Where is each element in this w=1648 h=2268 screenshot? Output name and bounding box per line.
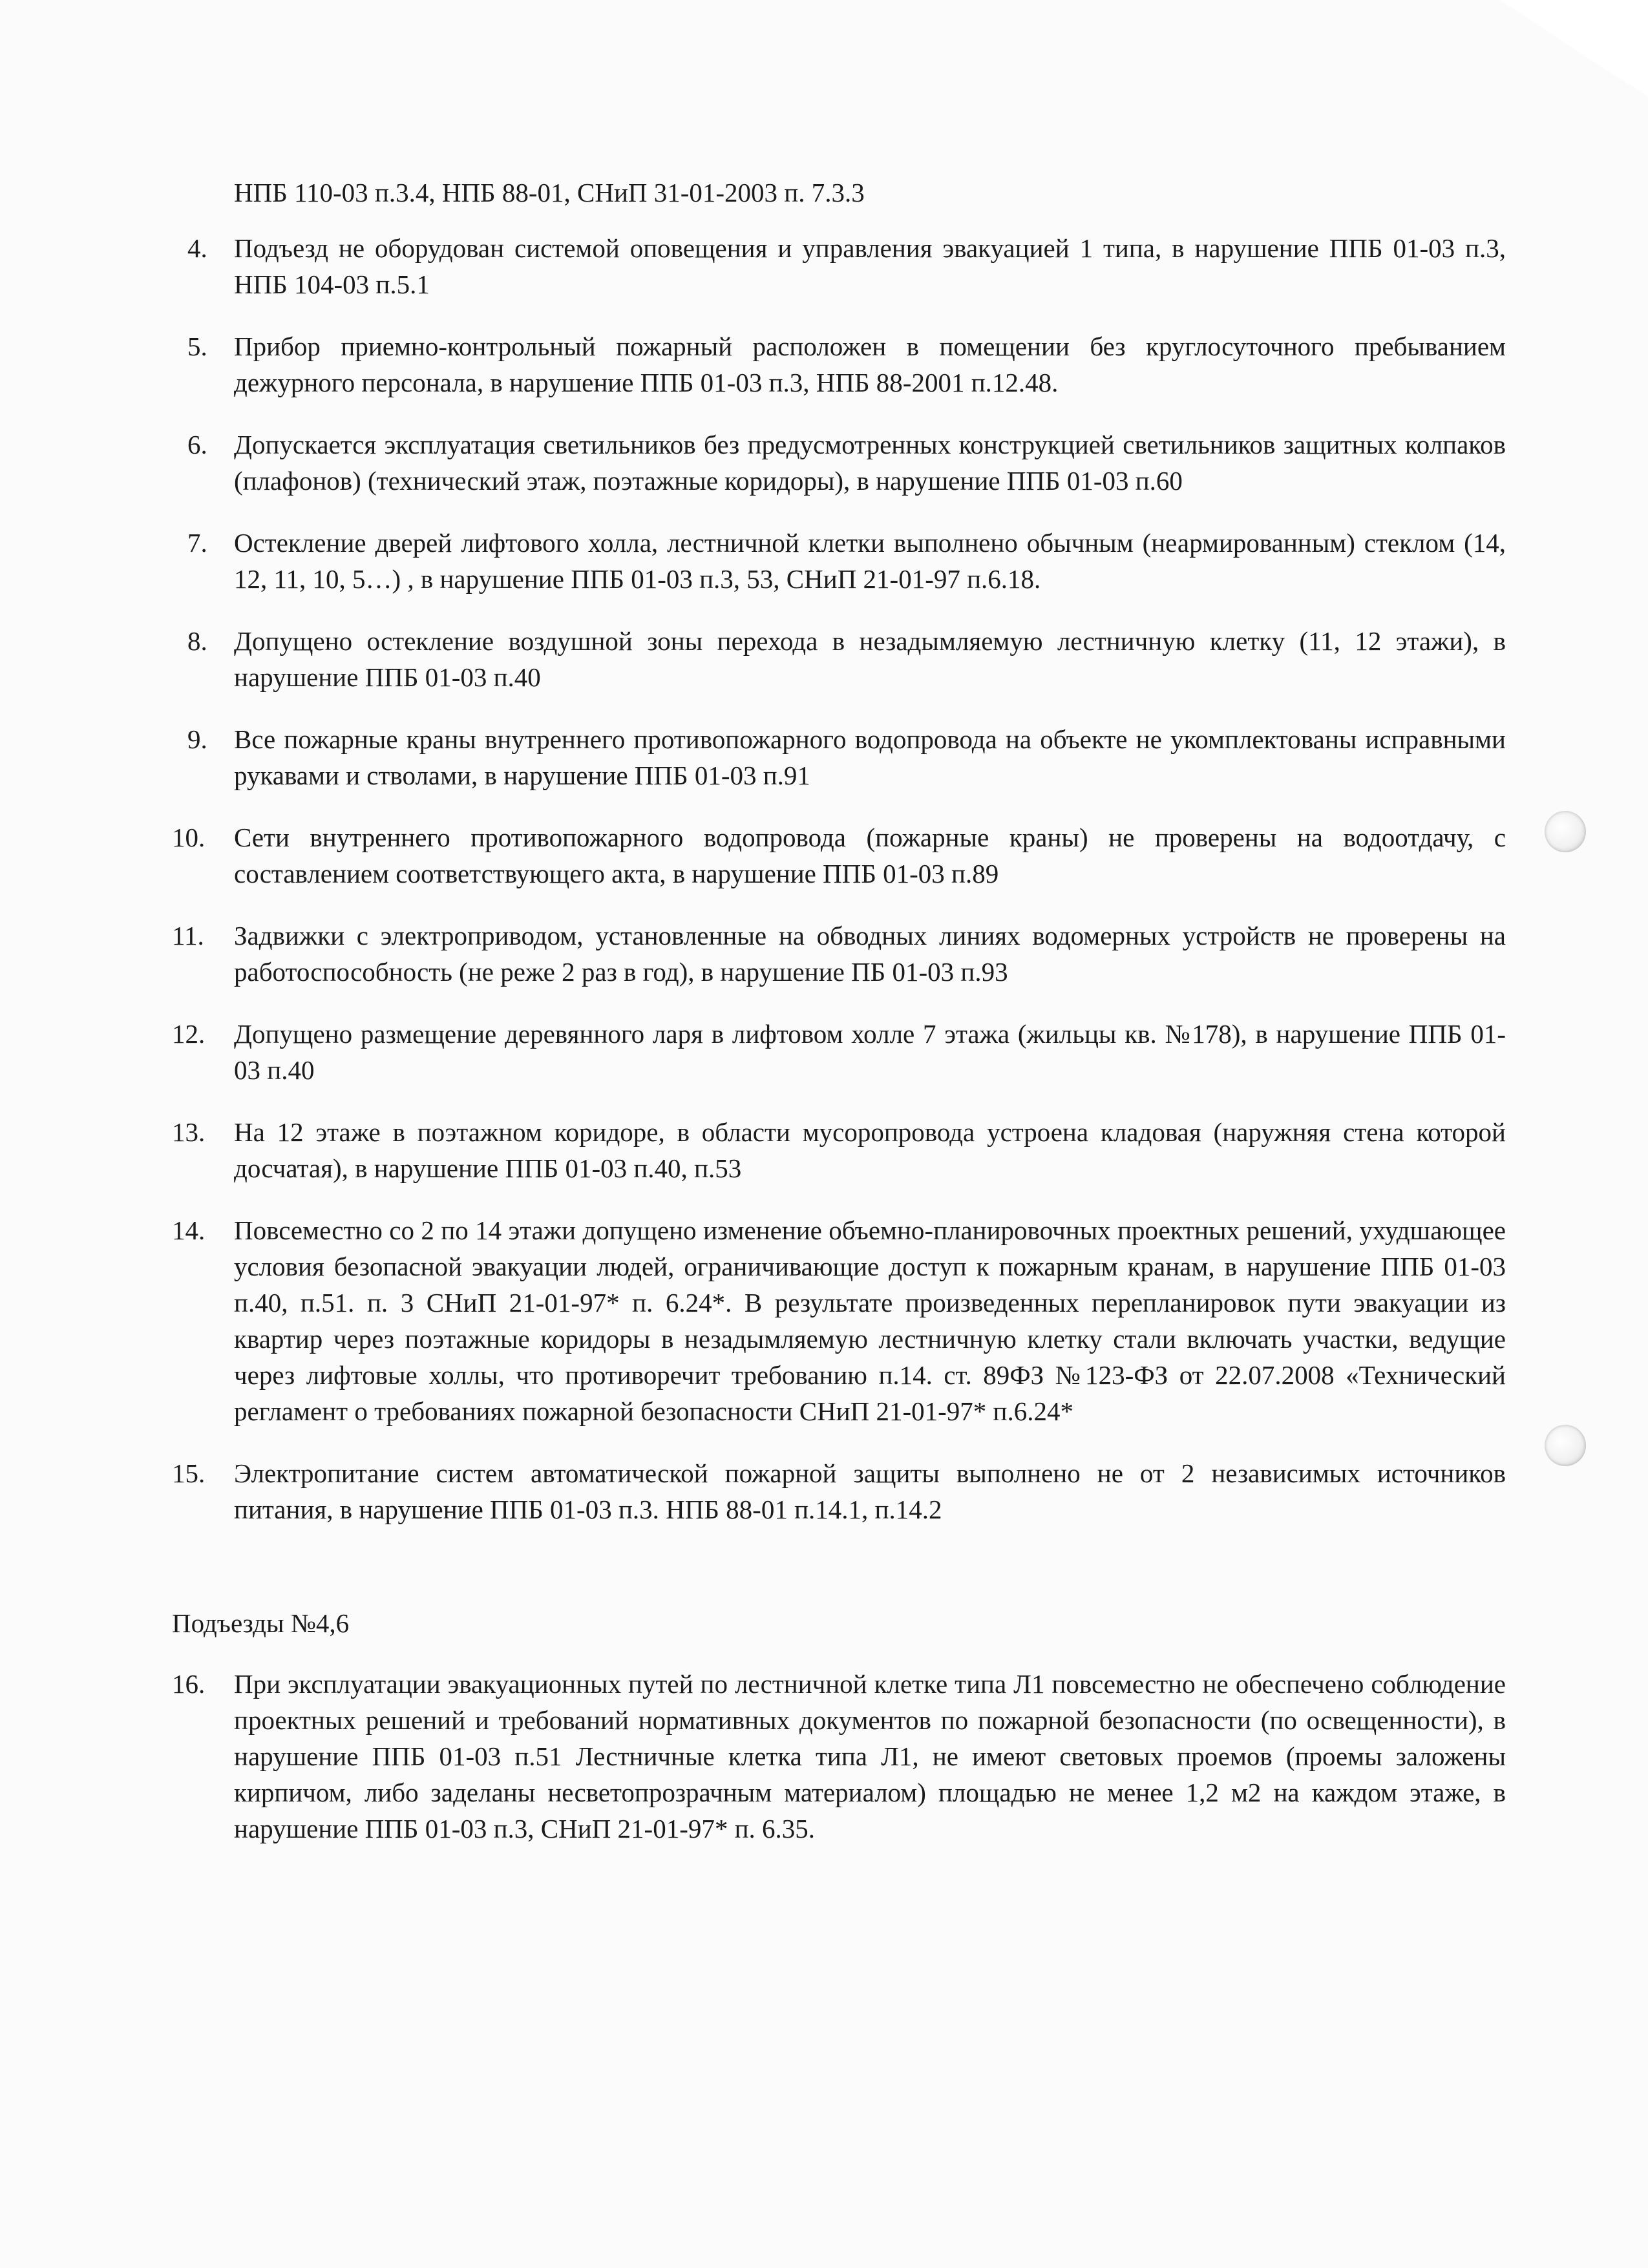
- item-number: 8.: [187, 626, 207, 656]
- item-number: 16.: [172, 1669, 206, 1699]
- item-number: 14.: [172, 1215, 206, 1245]
- item-number: 15.: [172, 1458, 206, 1488]
- item-text: Прибор приемно-контрольный пожарный расположен в помещении без круглосуточного пребыванием дежурного персонала, в нарушение ППБ 01-03 п.3, НПБ 88-2001 п.12.48.: [234, 331, 1506, 397]
- item-text: Остекление дверей лифтового холла, лестничной клетки выполнено обычным (неармированным) стеклом (14, 12, 11, 10, 5…) , в нарушение ППБ 01-03 п.3, 53, СНиП 21-01-97 п.6.18.: [234, 528, 1506, 594]
- item-number: 11.: [172, 921, 204, 950]
- item-text: Допускается эксплуатация светильников без предусмотренных конструкцией светильников защитных колпаков (плафонов) (технический этаж, поэтажные коридоры), в нарушение ППБ 01-03 п.60: [234, 430, 1506, 496]
- item-number: 9.: [187, 724, 207, 754]
- list-item: [172, 1212, 1506, 1429]
- list-item: [172, 819, 1506, 892]
- item-number: 12.: [172, 1019, 206, 1049]
- item-text: Сети внутреннего противопожарного водопровода (пожарные краны) не проверены на водоотдачу, с составлением соответствующего акта, в нарушение ППБ 01-03 п.89: [234, 823, 1506, 888]
- section-heading: Подъезды №4,6: [172, 1608, 350, 1638]
- item-text: Электропитание систем автоматической пожарной защиты выполнено не от 2 независимых источников питания, в нарушение ППБ 01-03 п.3. НПБ 88-01 п.14.1, п.14.2: [234, 1458, 1506, 1524]
- item-number: 10.: [172, 823, 206, 852]
- item-number: 5.: [187, 331, 207, 361]
- item-text: Все пожарные краны внутреннего противопожарного водопровода на объекте не укомплектованы исправными рукавами и стволами, в нарушение ППБ 01-03 п.91: [234, 724, 1506, 790]
- item-text: При эксплуатации эвакуационных путей по лестничной клетке типа Л1 повсеместно не обеспечено соблюдение проектных решений и требований нормативных документов по пожарной безопасности (по освещенности), в нарушение ППБ 01-03 п.51 Лестничные клетка типа Л1, не имеют световых проемов (проемы заложены кирпичом, либо заделаны несветопрозрачным материалом) площадью не менее 1,2 м2 на каждом этаже, в нарушение ППБ 01-03 п.3, СНиП 21-01-97* п. 6.35.: [234, 1669, 1506, 1843]
- item-number: 7.: [187, 528, 207, 558]
- list-item: [187, 230, 1506, 302]
- list-item: [172, 1455, 1506, 1528]
- violations-list-section-2: [172, 1666, 1506, 1847]
- punch-hole-bottom: [1545, 1425, 1586, 1466]
- document-body: [172, 174, 1506, 1873]
- item-number: 6.: [187, 430, 207, 459]
- list-item: [187, 721, 1506, 793]
- list-item: [172, 1016, 1506, 1088]
- continuation-line: НПБ 110-03 п.3.4, НПБ 88-01, СНиП 31-01-2003 п. 7.3.3: [234, 178, 865, 207]
- item-text: Задвижки с электроприводом, установленные на обводных линиях водомерных устройств не проверены на работоспособность (не реже 2 раз в год), в нарушение ПБ 01-03 п.93: [234, 921, 1506, 987]
- violations-list: [172, 230, 1506, 1528]
- list-item: [187, 426, 1506, 499]
- item-text: Допущено размещение деревянного ларя в лифтовом холле 7 этажа (жильцы кв. №178), в нарушение ППБ 01-03 п.40: [234, 1019, 1506, 1085]
- list-item: [187, 328, 1506, 401]
- punch-hole-top: [1545, 811, 1586, 852]
- list-item: [172, 1666, 1506, 1847]
- list-item: [187, 525, 1506, 597]
- item-text: Допущено остекление воздушной зоны перехода в незадымляемую лестничную клетку (11, 12 этажи), в нарушение ППБ 01-03 п.40: [234, 626, 1506, 692]
- list-item: [172, 1114, 1506, 1186]
- item-number: 13.: [172, 1117, 206, 1147]
- item-text: Повсеместно со 2 по 14 этажи допущено изменение объемно-планировочных проектных решений, ухудшающее условия безопасной эвакуации людей, ограничивающие доступ к пожарным кранам, в нарушение ППБ 01-03 п.40, п.51. п. 3 СНиП 21-01-97* п. 6.24*. В результате произведенных перепланировок пути эвакуации из квартир через поэтажные коридоры в незадымляемую лестничную клетку стали включать участки, ведущие через лифтовые холлы, что противоречит требованию п.14. ст. 89ФЗ №123-ФЗ от 22.07.2008 «Технический регламент о требованиях пожарной безопасности СНиП 21-01-97* п.6.24*: [234, 1215, 1506, 1426]
- list-item: [187, 623, 1506, 695]
- page-corner-fold: [1499, 0, 1648, 97]
- item-text: Подъезд не оборудован системой оповещения и управления эвакуацией 1 типа, в нарушение ППБ 01-03 п.3, НПБ 104-03 п.5.1: [234, 233, 1506, 299]
- item-number: 4.: [187, 233, 207, 263]
- list-item: [172, 918, 1506, 990]
- item-text: На 12 этаже в поэтажном коридоре, в области мусоропровода устроена кладовая (наружняя стена которой досчатая), в нарушение ППБ 01-03 п.40, п.53: [234, 1117, 1506, 1183]
